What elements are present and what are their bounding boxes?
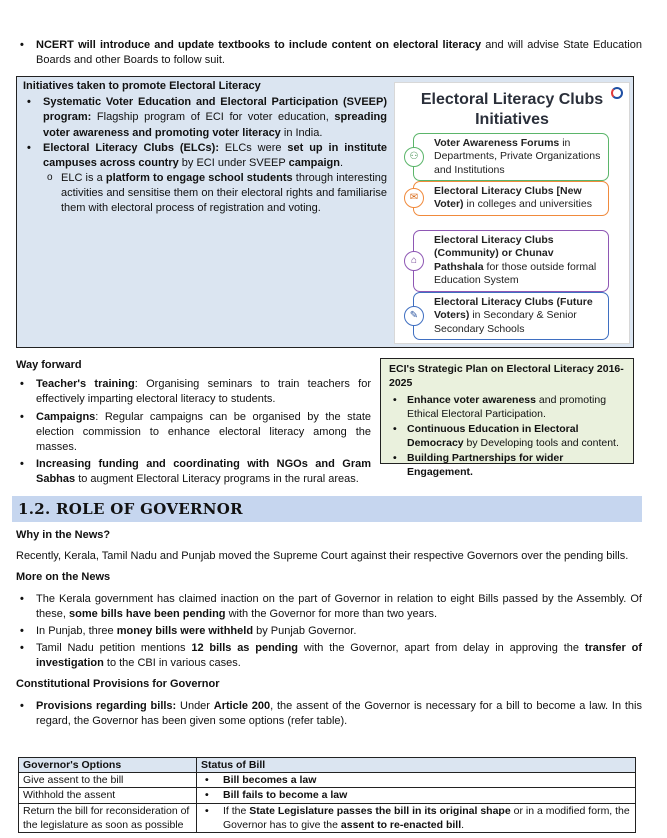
section-title: 1.2. ROLE OF GOVERNOR: [18, 500, 243, 518]
eci-item-2-text: by Developing tools and content.: [463, 437, 619, 450]
elc-title-line1: Electoral Literacy Clubs: [420, 91, 604, 108]
status-1-bold: Bill becomes a law: [223, 774, 317, 787]
news-2-text: In Punjab, three: [36, 624, 117, 637]
eci-logo-icon: [611, 87, 623, 99]
elc-card-4-text: in Secondary & Senior Secondary Schools: [434, 309, 577, 335]
elc-bold3: campaign: [288, 156, 340, 169]
eci-strategic-plan-box: [380, 358, 634, 479]
news-3-text: Tamil Nadu petition mentions: [36, 642, 192, 655]
news-3-mid: with the Governor, apart from delay in approving the: [298, 642, 585, 655]
elc-card-4-bold: Electoral Literacy Clubs (Future Voters): [434, 296, 593, 322]
news-3-end: to the CBI in various cases.: [103, 657, 241, 670]
eci-item-1-text: and promoting Ethical Electoral Participation.: [407, 393, 607, 421]
way-item-3-bold: Increasing funding and coordinating with NGOs and Gram Sabhas: [36, 458, 371, 486]
status-3-end: .: [461, 818, 465, 831]
elc-card-1-bold: Voter Awareness Forums: [434, 137, 560, 149]
elc-card-future-voters: [409, 292, 609, 340]
provisions-end: , the assent of the Governor is necessary for a bill to become a law. In this regard, the Governor has been given some options (refer table).: [36, 699, 642, 727]
table-row: [19, 803, 636, 832]
way-forward-item: [16, 457, 371, 487]
elc-card-2-bold: Electoral Literacy Clubs [New Voter): [434, 185, 582, 211]
elc-card-new-voter: [409, 181, 609, 216]
way-forward-title: Way forward: [16, 359, 82, 371]
eci-item-3-bold: Building Partnerships for wider Engagement.: [407, 451, 564, 479]
school-icon: ✎: [404, 306, 424, 326]
news-3-bold2: transfer of investigation: [36, 642, 642, 670]
table-header-options: Governor's Options: [19, 758, 197, 773]
table-cell-option: Return the bill for reconsideration of the legislature as soon as possible: [19, 803, 197, 832]
ballot-icon: ✉: [404, 188, 424, 208]
provisions-article: Article 200: [213, 699, 271, 712]
table-row: [19, 788, 636, 803]
way-item-3-text: to augment Electoral Literacy programs in the rural areas.: [75, 473, 359, 486]
table-cell-option: Give assent to the bill: [19, 773, 197, 788]
status-3-bold2: assent to re-enacted bill: [340, 818, 462, 831]
elc-sub-text: ELC is a: [61, 172, 106, 185]
community-icon: ⌂: [404, 251, 424, 271]
eci-item: [389, 451, 625, 480]
status-3-text: If the: [223, 804, 250, 817]
way-forward-section: [16, 358, 371, 489]
constitutional-title: Constitutional Provisions for Governor: [16, 678, 220, 691]
section-header: [12, 496, 642, 522]
initiatives-text: [23, 79, 387, 217]
news-item-punjab: [16, 624, 642, 639]
governor-options-table: [18, 757, 636, 833]
sveep-item: [23, 95, 387, 141]
provisions-bold: Provisions regarding bills:: [36, 699, 177, 712]
elc-card-2-text: in colleges and universities: [463, 198, 592, 211]
table-cell-status: [197, 788, 636, 803]
way-item-2-text: : Regular campaigns can be organised by the state election commission to enhance electoral literacy among the masses.: [36, 410, 371, 453]
status-2-bold: Bill fails to become a law: [223, 789, 348, 802]
status-3-mid: or in a modified form, the Governor has to give the: [223, 804, 630, 831]
way-item-1-bold: Teacher's training: [36, 378, 135, 391]
initiatives-box: [16, 76, 634, 348]
elc-card-voter-forums: [409, 133, 609, 181]
ncert-bullet-text: and will advise State Education Boards and other Boards to follow suit.: [36, 39, 642, 67]
sveep-bold: Systematic Voter Education and Electoral Participation (SVEEP) program:: [43, 96, 387, 124]
elc-bold2: set up in institute campuses across country: [43, 141, 387, 169]
why-news-title: Why in the News?: [16, 529, 111, 541]
eci-item: [389, 393, 625, 422]
table-cell-status: [197, 773, 636, 788]
sveep-end: in India.: [280, 126, 323, 139]
elc-title-line2: Initiatives: [475, 111, 549, 128]
table-header-row: [19, 758, 636, 773]
table-row: [19, 773, 636, 788]
table-cell-status: [197, 803, 636, 832]
sveep-text: Flagship program of ECI for voter education,: [91, 111, 335, 124]
elc-item: [23, 141, 387, 171]
news-1-end: with the Governor for more than two years.: [225, 607, 438, 620]
way-item-1-text: : Organising seminars to train teachers for effectively imparting electoral literacy to students.: [36, 378, 372, 406]
elc-card-community: [410, 230, 609, 292]
provisions-text: Under: [176, 699, 214, 712]
news-2-end: by Punjab Governor.: [253, 624, 357, 637]
news-2-bold: money bills were withheld: [116, 624, 254, 637]
elc-panel-title: [395, 90, 629, 130]
more-news-list: [16, 592, 642, 672]
ncert-bullet-bold: NCERT will introduce and update textbooks to include content on electoral literacy: [36, 39, 482, 51]
news-3-bold: 12 bills as pending: [191, 642, 299, 655]
way-forward-item: [16, 410, 371, 456]
elc-text2: by ECI under SVEEP: [178, 156, 289, 169]
sveep-bold2: spreading voter awareness and promoting voter literacy: [43, 111, 387, 139]
why-news-text: Recently, Kerala, Tamil Nadu and Punjab moved the Supreme Court against their respective Governors over the pending bills.: [16, 550, 629, 563]
elc-card-3-bold: Electoral Literacy Clubs (Community) or Chunav Pathshala: [434, 234, 554, 273]
table-cell-option: Withhold the assent: [19, 788, 197, 803]
elc-card-3-text: for those outside formal Education System: [434, 260, 597, 287]
elc-card-1-text: in Departments, Private Organizations and Institutions: [434, 137, 601, 176]
elc-text: ELCs were: [219, 141, 288, 154]
elc-subitem: [43, 171, 387, 217]
news-item-tamil-nadu: [16, 641, 642, 671]
elc-sub-end: through interesting activities and sensitise them on their electoral rights and familiarise them with electoral process of registration and voting.: [61, 172, 388, 215]
elc-bold: Electoral Literacy Clubs (ELCs):: [43, 141, 219, 154]
elc-initiatives-panel: [394, 82, 630, 344]
ncert-bullet: [16, 38, 642, 68]
way-item-2-bold: Campaigns: [36, 410, 96, 423]
news-1-text: The Kerala government has claimed inaction on the part of Governor in relation to eight Bills passed by the Assembly. Of these,: [36, 592, 642, 620]
way-forward-item: [16, 377, 371, 407]
status-3-bold: State Legislature passes the bill in its original shape: [249, 804, 511, 817]
news-1-bold: some bills have been pending: [69, 607, 226, 620]
news-item-kerala: [16, 592, 642, 622]
eci-item-1-bold: Enhance voter awareness: [407, 393, 536, 406]
elc-sub-bold: platform to engage school students: [105, 172, 293, 185]
more-news-title: More on the News: [16, 571, 111, 584]
table-header-status: Status of Bill: [197, 758, 636, 773]
provisions-bills-item: [16, 699, 642, 729]
initiatives-title: Initiatives taken to promote Electoral Literacy: [23, 80, 261, 92]
eci-box-title: ECI's Strategic Plan on Electoral Literacy 2016-2025: [389, 363, 624, 390]
governor-body: [16, 528, 642, 735]
elc-end: .: [339, 156, 344, 169]
eci-item-2-bold: Continuous Education in Electoral Democracy: [407, 422, 579, 450]
eci-item: [389, 422, 625, 451]
people-icon: ⚇: [404, 147, 424, 167]
